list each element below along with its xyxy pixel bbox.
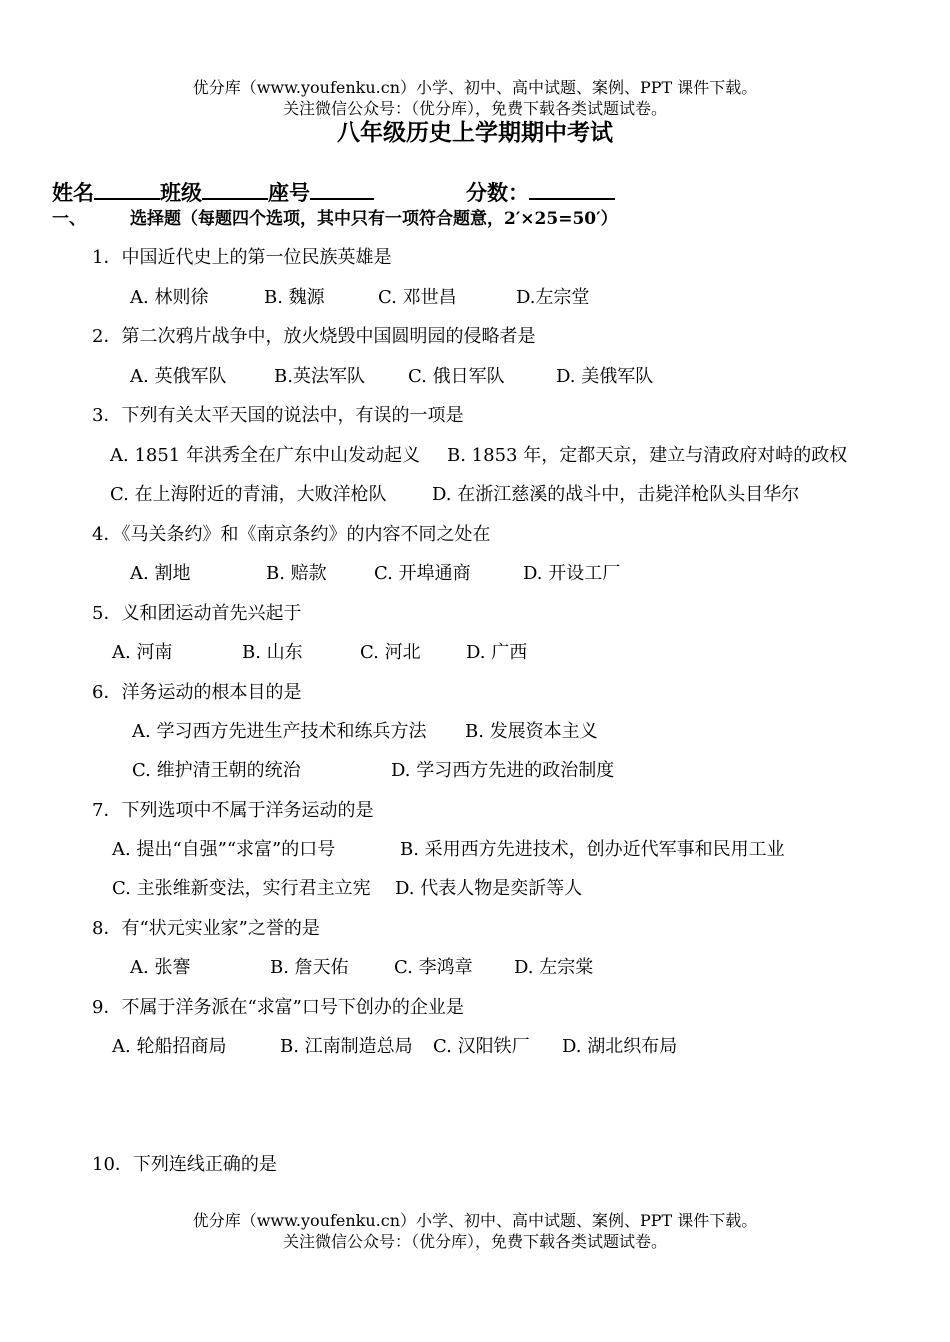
header-line-1: 优分库（www.youfenku.cn）小学、初中、高中试题、案例、PPT 课件下载。	[192, 78, 758, 97]
question-stem: 10．下列连线正确的是	[92, 1154, 277, 1175]
option-c[interactable]: C. 维护清王朝的统治	[132, 760, 301, 781]
question-stem: 3．下列有关太平天国的说法中，有误的一项是	[92, 405, 464, 426]
student-info-row	[52, 178, 374, 206]
option-c[interactable]: C. 开埠通商	[374, 563, 471, 584]
option-d[interactable]: D.左宗堂	[516, 287, 590, 308]
option-c[interactable]: C. 河北	[360, 642, 421, 663]
option-b[interactable]: B. 山东	[242, 642, 303, 663]
option-d[interactable]: D. 美俄军队	[556, 366, 654, 387]
name-label: 姓名	[52, 180, 94, 205]
seat-blank[interactable]	[310, 178, 374, 200]
option-b[interactable]: B. 赔款	[266, 563, 327, 584]
option-d[interactable]: D. 湖北织布局	[562, 1036, 678, 1057]
option-a[interactable]: A. 轮船招商局	[112, 1036, 227, 1057]
question-stem: 2．第二次鸦片战争中，放火烧毁中国圆明园的侵略者是	[92, 326, 536, 347]
question-stem: 6．洋务运动的根本目的是	[92, 682, 302, 703]
option-b[interactable]: B. 1853 年，定都天京，建立与清政府对峙的政权	[447, 445, 848, 466]
option-b[interactable]: B.英法军队	[274, 366, 365, 387]
question-stem: 7．下列选项中不属于洋务运动的是	[92, 800, 374, 821]
option-c[interactable]: C. 在上海附近的青浦，大败洋枪队	[110, 484, 387, 505]
option-b[interactable]: B. 魏源	[264, 287, 325, 308]
option-b[interactable]: B. 采用西方先进技术，创办近代军事和民用工业	[400, 839, 785, 860]
option-a[interactable]: A. 学习西方先进生产技术和练兵方法	[132, 721, 427, 742]
option-d[interactable]: D. 开设工厂	[523, 563, 621, 584]
score-blank[interactable]	[529, 178, 615, 200]
question-stem: 5．义和团运动首先兴起于	[92, 603, 302, 624]
option-b[interactable]: B. 发展资本主义	[465, 721, 598, 742]
question-stem: 4．《马关条约》和《南京条约》的内容不同之处在	[92, 524, 491, 545]
option-a[interactable]: A. 提出“自强”“求富”的口号	[112, 839, 336, 860]
option-c[interactable]: C. 李鸿章	[394, 957, 473, 978]
score-label: 分数：	[466, 180, 529, 205]
seat-label: 座号	[268, 180, 310, 205]
option-a[interactable]: A. 河南	[112, 642, 173, 663]
class-blank[interactable]	[202, 178, 268, 200]
footer-line-1: 优分库（www.youfenku.cn）小学、初中、高中试题、案例、PPT 课件下载。	[192, 1211, 758, 1230]
option-d[interactable]: D. 学习西方先进的政治制度	[391, 760, 615, 781]
page-title: 八年级历史上学期期中考试	[337, 119, 613, 146]
option-d[interactable]: D. 广西	[466, 642, 528, 663]
option-c[interactable]: C. 汉阳铁厂	[433, 1036, 530, 1057]
class-label: 班级	[160, 180, 202, 205]
question-stem: 1．中国近代史上的第一位民族英雄是	[92, 247, 392, 268]
option-b[interactable]: B. 詹天佑	[270, 957, 349, 978]
option-d[interactable]: D. 左宗棠	[514, 957, 594, 978]
score-row	[466, 178, 615, 206]
question-stem: 9．不属于洋务派在“求富”口号下创办的企业是	[92, 997, 464, 1018]
option-a[interactable]: A. 英俄军队	[130, 366, 227, 387]
option-c[interactable]: C. 邓世昌	[378, 287, 457, 308]
option-c[interactable]: C. 主张维新变法，实行君主立宪	[112, 878, 371, 899]
option-b[interactable]: B. 江南制造总局	[280, 1036, 413, 1057]
option-c[interactable]: C. 俄日军队	[408, 366, 505, 387]
header-line-2: 关注微信公众号：（优分库），免费下载各类试题试卷。	[282, 99, 667, 118]
option-a[interactable]: A. 张謇	[130, 957, 191, 978]
name-blank[interactable]	[94, 178, 160, 200]
option-d[interactable]: D. 代表人物是奕訢等人	[395, 878, 583, 899]
option-a[interactable]: A. 割地	[130, 563, 191, 584]
footer-line-2: 关注微信公众号：（优分库），免费下载各类试题试卷。	[282, 1232, 667, 1251]
question-stem: 8．有“状元实业家”之誉的是	[92, 918, 320, 939]
option-a[interactable]: A. 林则徐	[130, 287, 209, 308]
section-title: 选择题（每题四个选项，其中只有一项符合题意，2′×25=50′）	[130, 209, 618, 229]
section-number: 一、	[52, 209, 86, 229]
option-a[interactable]: A. 1851 年洪秀全在广东中山发动起义	[110, 445, 420, 466]
option-d[interactable]: D. 在浙江慈溪的战斗中，击毙洋枪队头目华尔	[432, 484, 800, 505]
